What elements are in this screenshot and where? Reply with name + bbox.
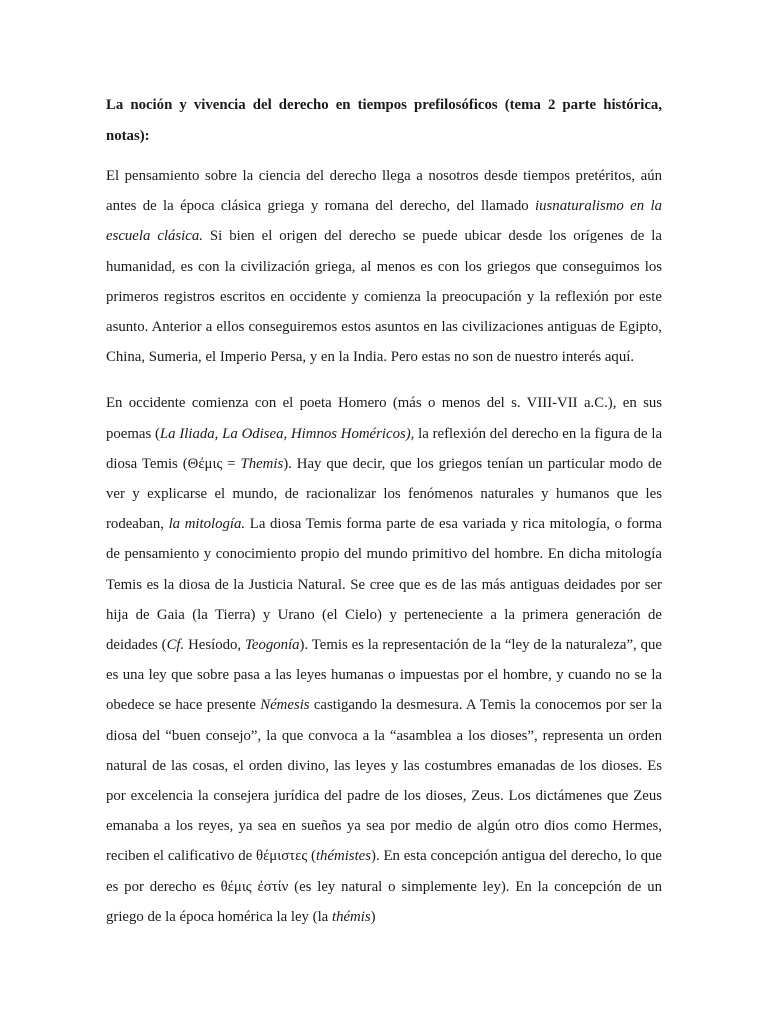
text-run-italic: Themis	[240, 455, 284, 472]
text-run-italic: thémis	[331, 908, 371, 925]
text-run: ). En esta concepción antigua del derecho, lo que es por derecho es θέμις ἐστίν (es ley natural o simplemente ley). En la concepción de un griego de la época homérica la ley (la	[106, 848, 662, 925]
text-run: castigando la desmesura. A Temis la conocemos por ser la diosa del “buen consejo”, la que convoca a la “asamblea a los dioses”, representa un orden natural de las cosas, el orden divino, las leyes y las costumbres emanadas de los dioses. Es por excelencia la consejera jurídica del padre de los dioses, Zeus. Los dictámenes que Zeus emanaba a los reyes, ya sea en sueños ya sea por medio de algún otro dios como Hermes, reciben el calificativo de θέμιστες (	[106, 697, 662, 865]
text-run-italic: iusnaturalismo en la escuela clásica.	[106, 198, 662, 245]
text-run: Hesíodo,	[184, 637, 245, 654]
text-run-italic: Némesis	[260, 697, 310, 714]
text-run: la reflexión del derecho en la figura de la diosa Temis (Θέμις =	[106, 425, 663, 472]
paragraph-2	[106, 388, 662, 932]
text-run-italic: thémistes	[315, 848, 372, 865]
text-run: La diosa Temis forma parte de esa variada y rica mitología, o forma de pensamiento y conocimiento propio del mundo primitivo del hombre. En dicha mitología Temis es la diosa de la Justicia Natural. Se cree que es de las más antiguas deidades por ser hija de Gaia (la Tierra) y Urano (el Cielo) y perteneciente a la primera generación de deidades (	[106, 516, 662, 654]
text-run-italic: la mitología.	[168, 516, 246, 533]
text-run: )	[370, 908, 376, 925]
text-run: El pensamiento sobre la ciencia del derecho llega a nosotros desde tiempos pretéritos, aún antes de la época clásica griega y romana del derecho, del llamado	[106, 168, 662, 215]
text-run: ). Temis es la representación de la “ley de la naturaleza”, que es una ley que sobre pasa a las leyes humanas o impuestas por el hombre, y cuando no se la obedece se hace presente	[106, 637, 662, 714]
text-run-italic: La Iliada, La Odisea, Himnos Homéricos),	[159, 425, 415, 442]
text-run: En occidente comienza con el poeta Homero (más o menos del s. VIII-VII a.C.), en sus poemas (	[106, 395, 662, 442]
paragraph-1	[106, 161, 662, 372]
document-title: La noción y vivencia del derecho en tiempos prefilosóficos (tema 2 parte histórica, notas):	[106, 97, 662, 144]
text-run: Si bien el origen del derecho se puede ubicar desde los orígenes de la humanidad, es con la civilización griega, al menos es con los griegos que conseguimos los primeros registros escritos en occidente y comienza la preocupación y la reflexión por este asunto. Anterior a ellos conseguiremos estos asuntos en las civilizaciones antiguas de Egipto, China, Sumeria, el Imperio Persa, y en la India. Pero estas no son de nuestro interés aquí.	[106, 228, 662, 366]
text-run-italic: Cf.	[166, 637, 185, 654]
text-run-italic: Teogonía	[245, 637, 300, 654]
text-run: ). Hay que decir, que los griegos tenían un particular modo de ver y explicarse el mundo, de racionalizar los fenómenos naturales y humanos que les rodeaban,	[106, 455, 662, 533]
